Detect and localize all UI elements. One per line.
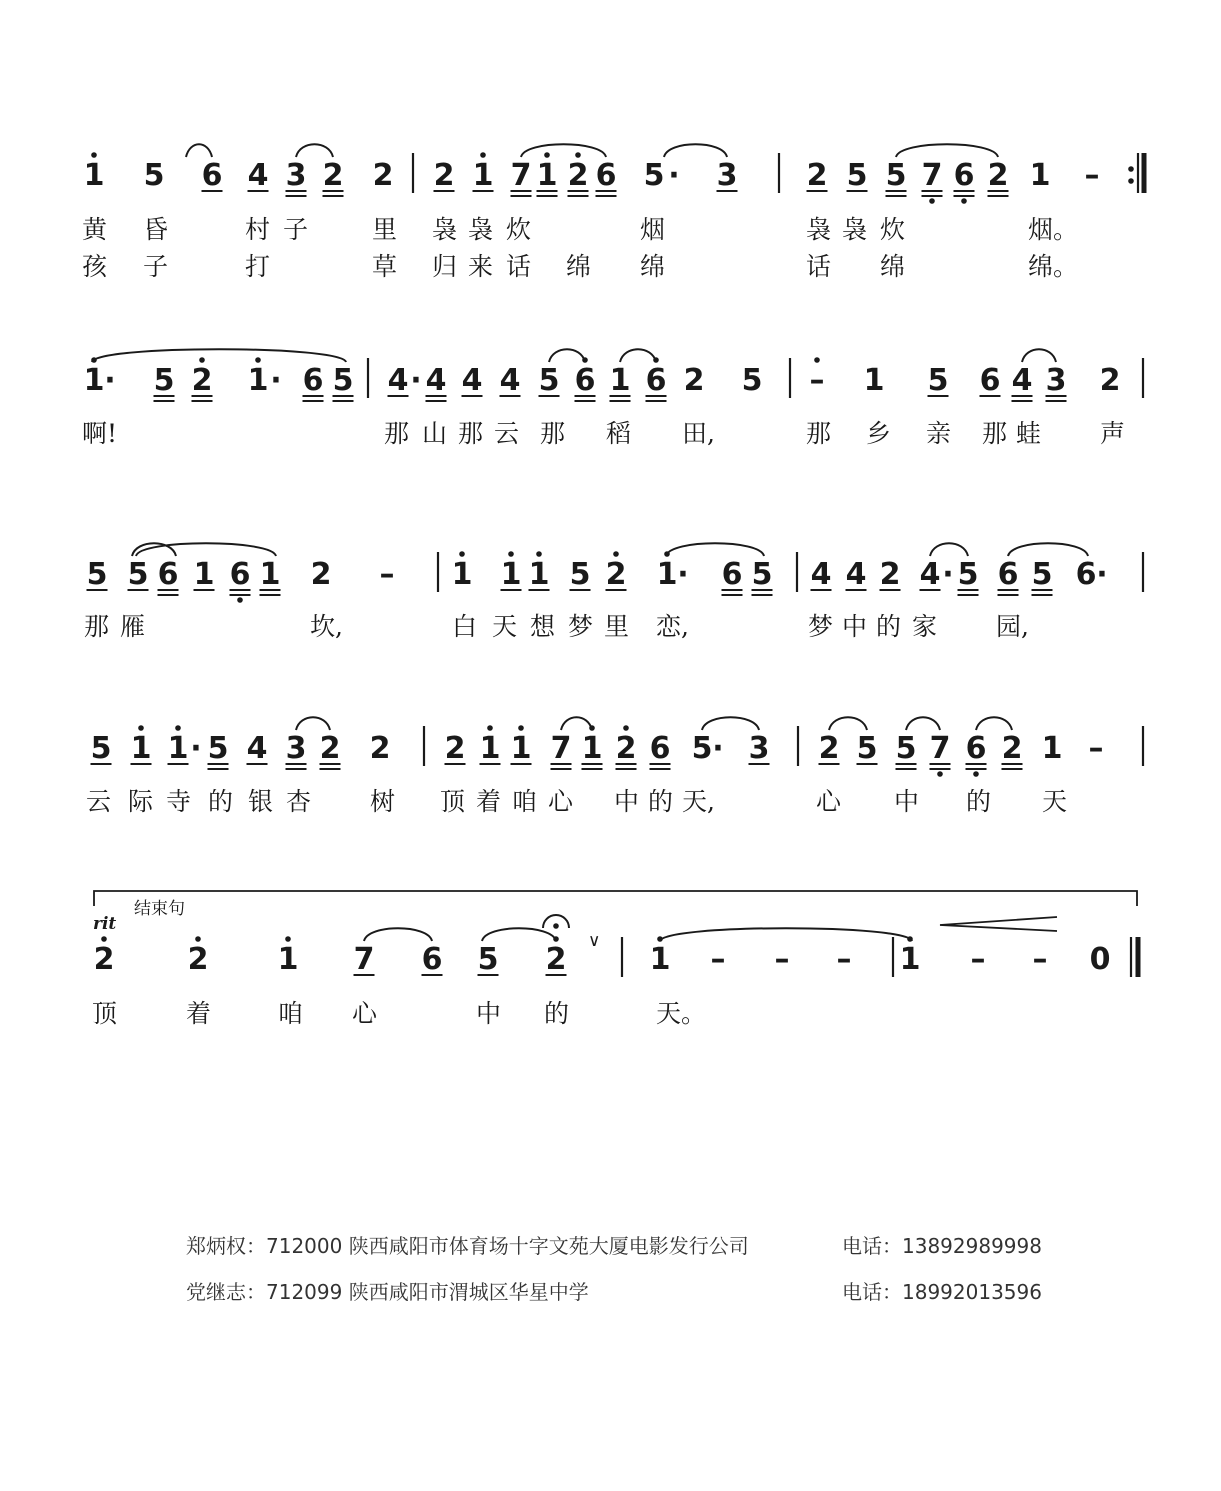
note: 2 — [310, 557, 332, 592]
lyric: 云 — [494, 419, 520, 448]
footer-line1-right: 电话：13892989998 — [842, 1234, 1042, 1258]
lyric: 想 — [530, 612, 556, 641]
lyric-verse1: 里 — [372, 215, 398, 244]
notation-layer — [82, 144, 1144, 1028]
note: 1 — [83, 158, 105, 193]
note: 6 — [229, 557, 251, 592]
slur — [906, 717, 940, 730]
lyric: 顶 — [92, 999, 118, 1028]
note: 5 — [691, 731, 713, 766]
note: – — [1084, 158, 1100, 193]
note: · — [942, 557, 954, 592]
lyric-verse2: 绵 — [880, 252, 906, 281]
note: 5 — [90, 731, 112, 766]
octave-dot — [175, 725, 181, 731]
lyric: 啊! — [82, 419, 118, 448]
note: 5 — [846, 158, 868, 193]
note: 6 — [302, 363, 324, 398]
lyric: 恋, — [656, 612, 689, 641]
note: · — [410, 363, 422, 398]
lyric: 的 — [648, 787, 674, 816]
note: 1 — [451, 557, 473, 592]
lyric: 稻 — [606, 419, 632, 448]
note: 6 — [645, 363, 667, 398]
lyric-verse2: 来 — [468, 252, 494, 281]
note: 2 — [187, 942, 209, 977]
note: 1 — [609, 363, 631, 398]
octave-dot — [575, 152, 581, 158]
lyric-verse2: 子 — [143, 252, 169, 281]
note: 4 — [425, 363, 447, 398]
note: 1 — [193, 557, 215, 592]
note: 3 — [285, 731, 307, 766]
lyric-verse2: 绵 — [640, 252, 666, 281]
lyric: 亲 — [926, 419, 952, 448]
lyric: 蛙 — [1016, 419, 1042, 448]
octave-dot — [480, 152, 486, 158]
note: 5 — [569, 557, 591, 592]
octave-dot — [613, 551, 619, 557]
note: 1 — [130, 731, 152, 766]
note: 6 — [1075, 557, 1097, 592]
note: 1 — [472, 158, 494, 193]
lyric: 云 — [86, 787, 112, 816]
slur — [521, 144, 606, 157]
lyric: 中 — [476, 999, 502, 1028]
note: 1 — [167, 731, 189, 766]
note: 2 — [322, 158, 344, 193]
lyric-verse1: 烟 — [640, 215, 666, 244]
note: 3 — [1045, 363, 1067, 398]
lyric-verse1: 烟。 — [1028, 215, 1079, 244]
slur — [561, 717, 592, 730]
lyric: 那 — [458, 419, 484, 448]
lyric: 树 — [370, 787, 396, 816]
note: 1 — [479, 731, 501, 766]
octave-dot — [91, 152, 97, 158]
octave-dot — [285, 936, 291, 942]
note: 7 — [510, 158, 532, 193]
slur — [976, 717, 1012, 730]
lyric: 乡 — [866, 419, 892, 448]
note: 3 — [748, 731, 770, 766]
lyric: 那 — [982, 419, 1008, 448]
octave-dot — [929, 198, 935, 204]
lyric: 梦 — [568, 612, 594, 641]
note: 2 — [1099, 363, 1121, 398]
note: 7 — [929, 731, 951, 766]
octave-dot — [518, 725, 524, 731]
lyric: 天 — [492, 612, 518, 641]
note: 7 — [353, 942, 375, 977]
note: · — [677, 557, 689, 592]
note: 2 — [806, 158, 828, 193]
slur — [829, 717, 867, 730]
slur — [620, 349, 656, 362]
lyric: 山 — [422, 419, 448, 448]
note: 3 — [285, 158, 307, 193]
octave-dot — [237, 597, 243, 603]
lyric: 的 — [966, 787, 992, 816]
lyric: 中 — [842, 612, 868, 641]
slur — [666, 543, 764, 556]
lyric: 的 — [208, 787, 234, 816]
note: 6 — [201, 158, 223, 193]
lyric-verse1: 炊 — [506, 215, 532, 244]
note: 5 — [153, 363, 175, 398]
note: 1 — [656, 557, 678, 592]
note: 6 — [721, 557, 743, 592]
lyric: 田, — [682, 419, 715, 448]
lyric: 园, — [996, 612, 1029, 641]
lyric: 天 — [1042, 787, 1068, 816]
lyric-verse2: 孩 — [82, 252, 108, 281]
footer-line2-left: 党继志：712099 陕西咸阳市渭城区华星中学 — [186, 1280, 589, 1304]
lyric-verse2: 打 — [245, 252, 271, 281]
note: 2 — [615, 731, 637, 766]
slur — [930, 543, 968, 556]
note: 6 — [965, 731, 987, 766]
lyric-verse1: 黄 — [82, 215, 108, 244]
note: 6 — [997, 557, 1019, 592]
note: 6 — [157, 557, 179, 592]
note: 6 — [953, 158, 975, 193]
lyric-verse2: 草 — [372, 252, 398, 281]
note: 1 — [500, 557, 522, 592]
note: 3 — [716, 158, 738, 193]
note: – — [970, 942, 986, 977]
lyric-verse2: 绵 — [566, 252, 592, 281]
octave-dot — [199, 357, 205, 363]
note: 5 — [643, 158, 665, 193]
slur — [296, 717, 330, 730]
note: 1 — [277, 942, 299, 977]
note: · — [712, 731, 724, 766]
note: – — [379, 557, 395, 592]
note: 2 — [433, 158, 455, 193]
note: 2 — [1001, 731, 1023, 766]
slur — [549, 349, 585, 362]
note: 4 — [461, 363, 483, 398]
note: 2 — [93, 942, 115, 977]
lyric-verse1: 村 — [245, 215, 271, 244]
note: 5 — [143, 158, 165, 193]
lyric: 着 — [476, 787, 502, 816]
note: 1 — [863, 363, 885, 398]
footer-line2-right: 电话：18992013596 — [842, 1280, 1042, 1304]
note: 1 — [510, 731, 532, 766]
note: 1 — [247, 363, 269, 398]
note: 5 — [127, 557, 149, 592]
note: 1 — [1041, 731, 1063, 766]
note: 6 — [649, 731, 671, 766]
note: 5 — [1031, 557, 1053, 592]
lyric: 里 — [604, 612, 630, 641]
octave-dot — [459, 551, 465, 557]
note: · — [104, 363, 116, 398]
lyric-verse1: 袅 — [842, 215, 868, 244]
lyric: 顶 — [440, 787, 466, 816]
section-label: 结束句 — [134, 899, 185, 919]
lyric: 的 — [544, 999, 570, 1028]
rit-marking: rit — [93, 914, 117, 934]
lyric: 中 — [614, 787, 640, 816]
breath-mark: ∨ — [588, 931, 601, 951]
note: 5 — [957, 557, 979, 592]
lyric: 那 — [540, 419, 566, 448]
octave-dot — [623, 725, 629, 731]
note: 0 — [1089, 942, 1111, 977]
note: 1 — [259, 557, 281, 592]
note: 6 — [421, 942, 443, 977]
note: 6 — [979, 363, 1001, 398]
lyric-verse1: 袅 — [806, 215, 832, 244]
lyric: 声 — [1100, 419, 1126, 448]
slur — [1008, 543, 1088, 556]
note: · — [190, 731, 202, 766]
lyric: 的 — [876, 612, 902, 641]
note: 4 — [387, 363, 409, 398]
note: 2 — [372, 158, 394, 193]
note: 4 — [845, 557, 867, 592]
lyric: 咱 — [278, 999, 304, 1028]
note: 4 — [499, 363, 521, 398]
text-layer — [186, 1234, 1042, 1304]
lyric: 那 — [384, 419, 410, 448]
note: 4 — [919, 557, 941, 592]
note: 2 — [444, 731, 466, 766]
note: · — [1096, 557, 1108, 592]
lyric-verse2: 话 — [506, 252, 532, 281]
octave-dot — [961, 198, 967, 204]
slur — [664, 144, 727, 157]
octave-dot — [487, 725, 493, 731]
note: 4 — [1011, 363, 1033, 398]
note: 7 — [550, 731, 572, 766]
slur — [92, 349, 346, 362]
slur — [896, 144, 998, 157]
slur — [1022, 349, 1056, 362]
slur — [482, 928, 556, 941]
note: 2 — [683, 363, 705, 398]
note: – — [836, 942, 852, 977]
lyric: 家 — [912, 612, 938, 641]
lyric: 那 — [806, 419, 832, 448]
note: 1 — [649, 942, 671, 977]
lyric: 心 — [352, 999, 378, 1028]
slur — [660, 928, 912, 941]
note: – — [1088, 731, 1104, 766]
lyric: 天。 — [656, 999, 707, 1028]
note: – — [774, 942, 790, 977]
note: 4 — [247, 158, 269, 193]
note: 5 — [477, 942, 499, 977]
note: – — [809, 363, 825, 398]
note: 5 — [332, 363, 354, 398]
lyric: 心 — [816, 787, 842, 816]
slur — [136, 543, 276, 556]
note: · — [668, 158, 680, 193]
octave-dot — [138, 725, 144, 731]
lyric: 银 — [248, 787, 274, 816]
note: 1 — [1029, 158, 1051, 193]
note: 5 — [885, 158, 907, 193]
note: 2 — [319, 731, 341, 766]
lyric: 着 — [186, 999, 212, 1028]
lyric-verse1: 子 — [283, 215, 309, 244]
note: 1 — [83, 363, 105, 398]
lyric-verse1: 炊 — [880, 215, 906, 244]
lyric: 白 — [452, 612, 478, 641]
slur — [296, 144, 333, 157]
lyric-verse1: 袅 — [468, 215, 494, 244]
note: – — [1032, 942, 1048, 977]
octave-dot — [973, 771, 979, 777]
octave-dot — [536, 551, 542, 557]
lyric: 中 — [894, 787, 920, 816]
note: 4 — [810, 557, 832, 592]
note: 2 — [567, 158, 589, 193]
lyric: 雁 — [120, 612, 146, 641]
fermata-dot — [553, 923, 559, 929]
note: 5 — [207, 731, 229, 766]
octave-dot — [1128, 178, 1134, 184]
note: 2 — [545, 942, 567, 977]
lyric: 坎, — [310, 612, 343, 641]
note: 5 — [538, 363, 560, 398]
note: – — [710, 942, 726, 977]
crescendo-hairpin — [940, 917, 1057, 931]
note: 6 — [595, 158, 617, 193]
lyric-verse1: 袅 — [432, 215, 458, 244]
note: 4 — [246, 731, 268, 766]
note: 1 — [581, 731, 603, 766]
note: 1 — [899, 942, 921, 977]
octave-dot — [814, 357, 820, 363]
ending-bracket — [94, 891, 1137, 906]
slur — [364, 928, 432, 941]
octave-dot — [937, 771, 943, 777]
note: 5 — [856, 731, 878, 766]
note: 6 — [574, 363, 596, 398]
note: · — [270, 363, 282, 398]
note: 2 — [191, 363, 213, 398]
note: 2 — [605, 557, 627, 592]
note: 2 — [369, 731, 391, 766]
octave-dot — [101, 936, 107, 942]
note: 5 — [927, 363, 949, 398]
octave-dot — [1128, 166, 1134, 172]
lyric-verse2: 绵。 — [1028, 252, 1079, 281]
lyric: 心 — [548, 787, 574, 816]
lyric: 梦 — [808, 612, 834, 641]
note: 1 — [528, 557, 550, 592]
lyric: 寺 — [166, 787, 192, 816]
footer-line1-left: 郑炳权：712000 陕西咸阳市体育场十字文苑大厦电影发行公司 — [186, 1234, 749, 1258]
note: 2 — [879, 557, 901, 592]
lyric-verse1: 昏 — [143, 215, 169, 244]
note: 2 — [987, 158, 1009, 193]
slur — [702, 717, 759, 730]
lyric: 际 — [128, 787, 154, 816]
lyric: 杏 — [286, 787, 312, 816]
slur — [186, 144, 212, 157]
lyric: 天, — [682, 787, 715, 816]
note: 2 — [818, 731, 840, 766]
lyric-verse2: 话 — [806, 252, 832, 281]
octave-dot — [255, 357, 261, 363]
octave-dot — [508, 551, 514, 557]
octave-dot — [195, 936, 201, 942]
note: 5 — [895, 731, 917, 766]
note: 7 — [921, 158, 943, 193]
note: 5 — [86, 557, 108, 592]
lyric: 咱 — [512, 787, 538, 816]
lyric: 那 — [84, 612, 110, 641]
lyric-verse2: 归 — [432, 252, 458, 281]
note: 5 — [751, 557, 773, 592]
octave-dot — [544, 152, 550, 158]
note: 5 — [741, 363, 763, 398]
note: 1 — [536, 158, 558, 193]
